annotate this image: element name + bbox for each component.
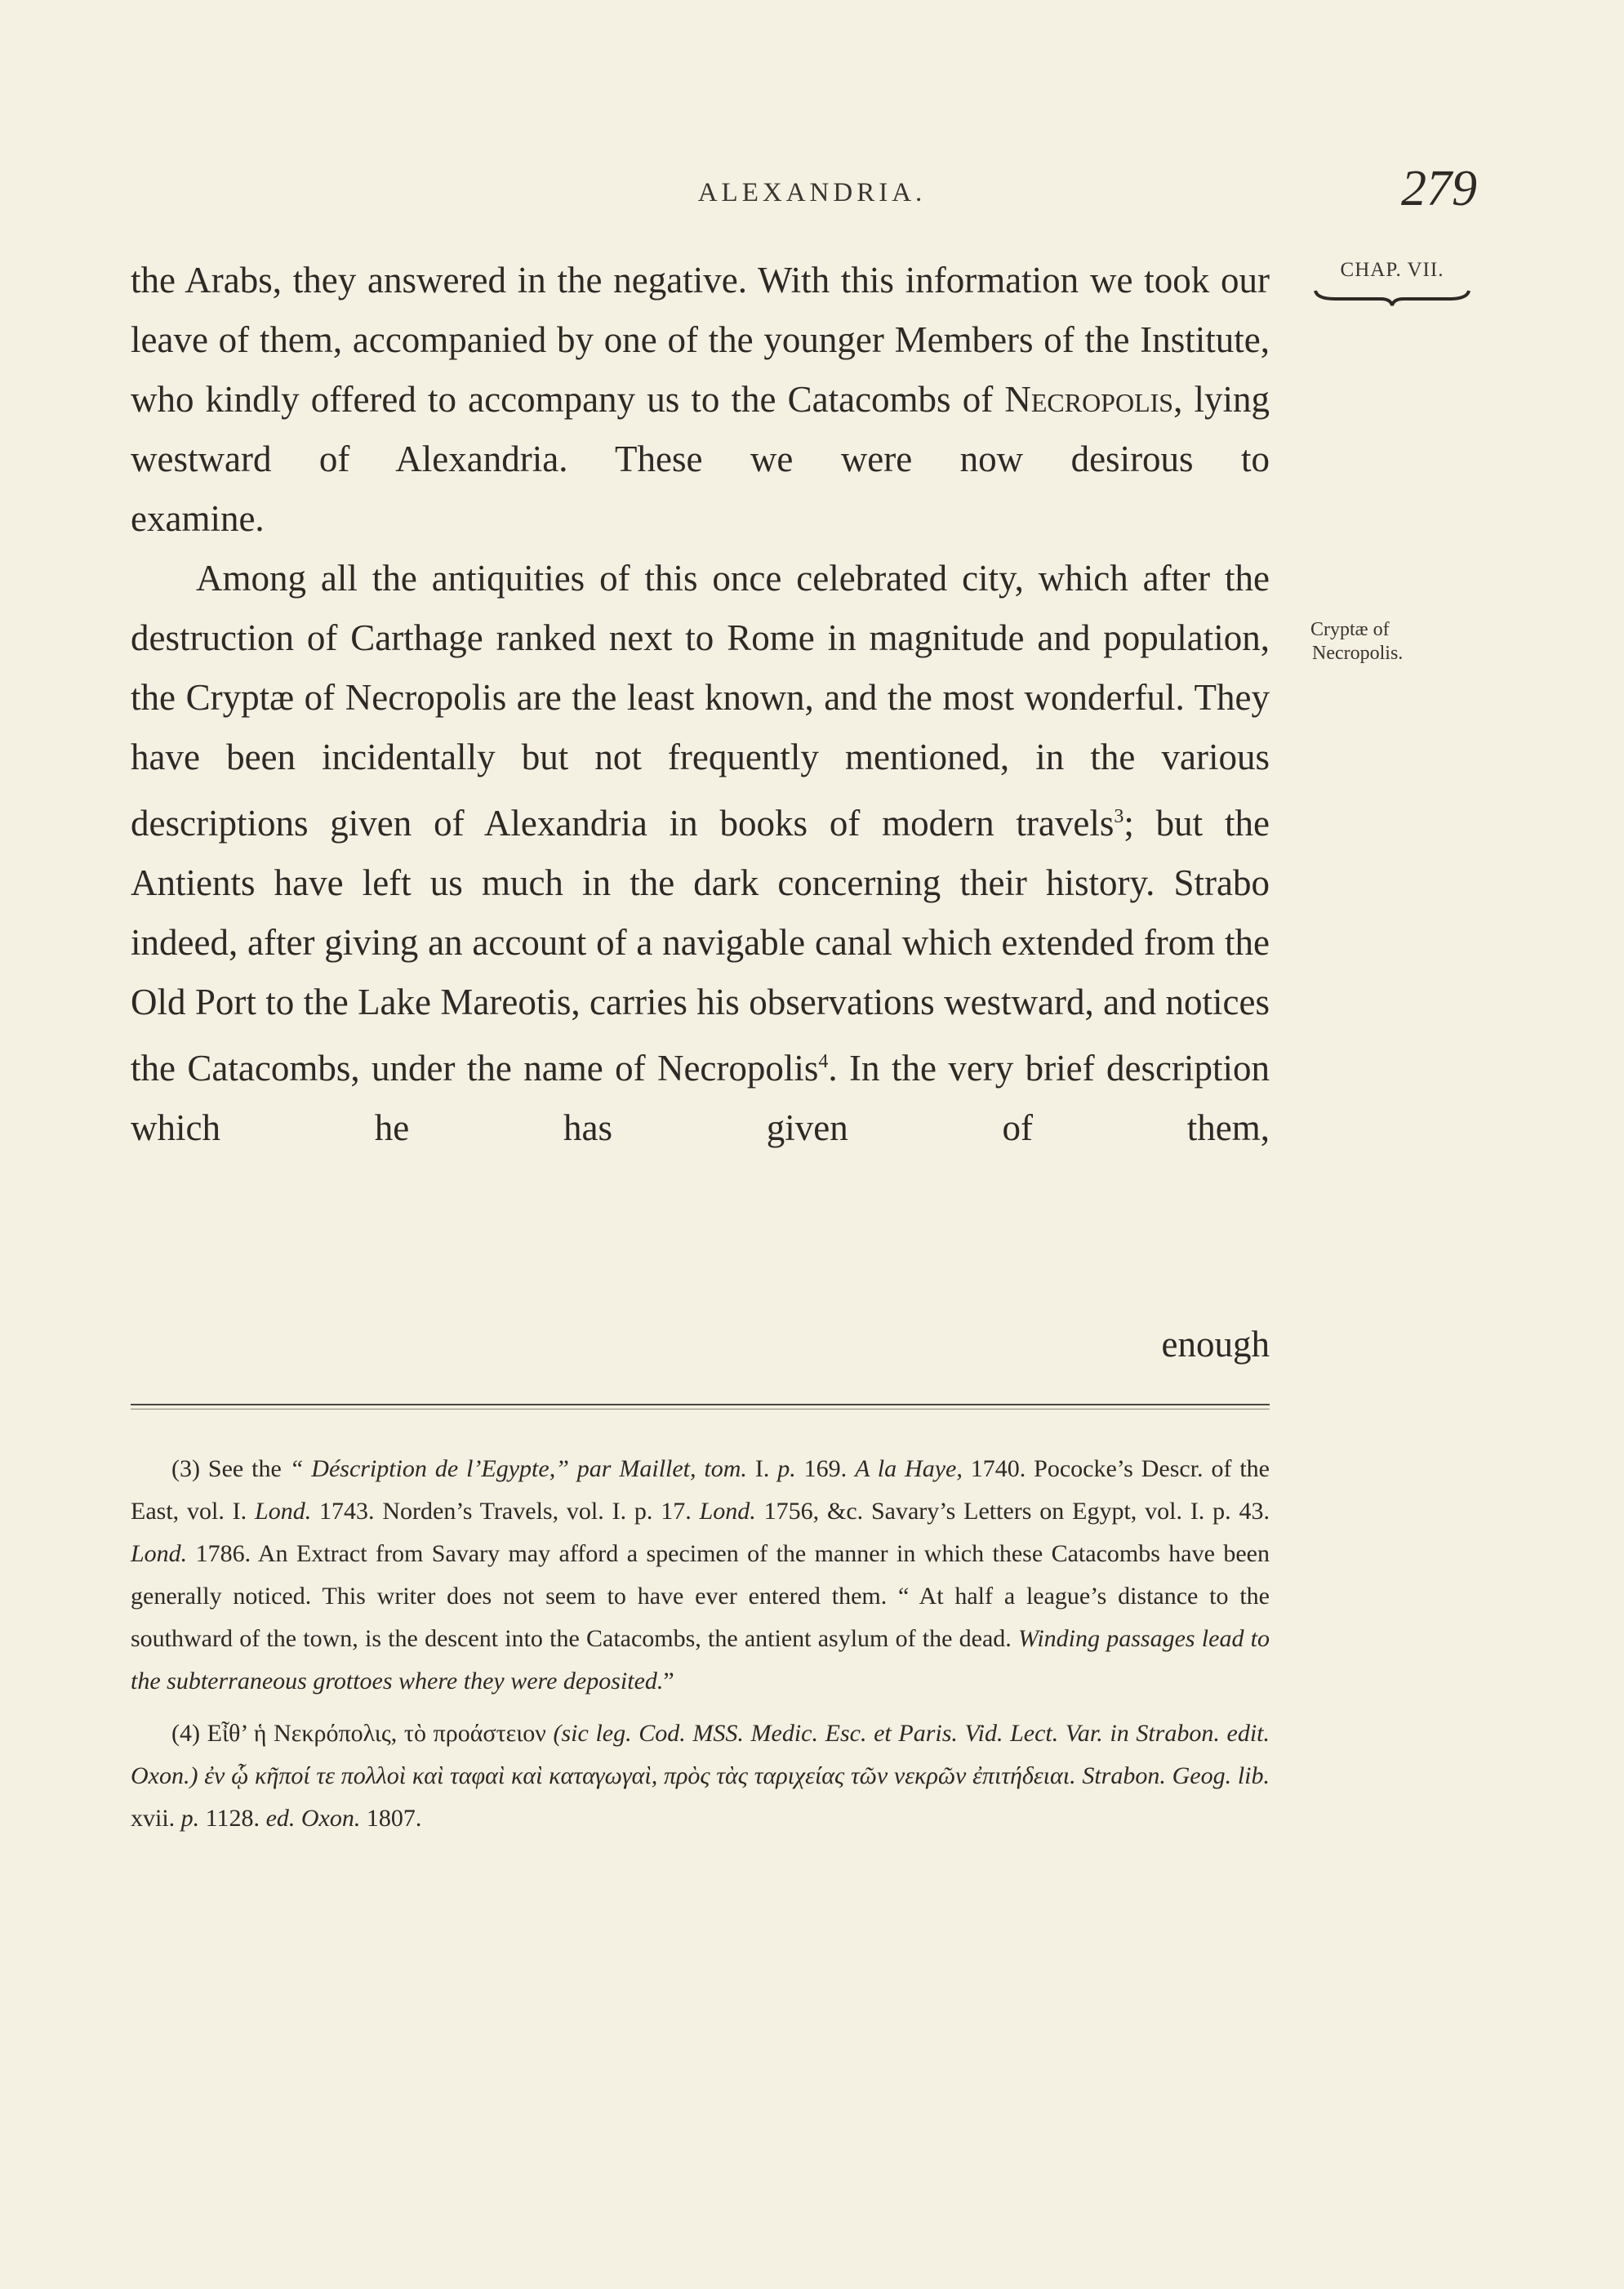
- fn3-italic: A la Haye,: [855, 1455, 963, 1482]
- para2-text-a: Among all the antiquities of this once celebrated city, which after the destruction of Carthage ranked next to Rome in magnitude and population, the Cryptæ of Necropolis are the least known, and the most wonderful. They have been incidentally but not frequently mentioned, in the various descriptions given of Alexandria in books of modern travels: [131, 558, 1270, 844]
- fn3-text: 1743. Norden’s Travels, vol. I. p. 17.: [311, 1498, 700, 1525]
- side-note-line2: Necropolis.: [1312, 643, 1404, 664]
- footnote-ref-3: 3: [1114, 806, 1124, 827]
- fn4-text: 1128.: [199, 1805, 266, 1832]
- catchword: enough: [1161, 1324, 1270, 1365]
- side-note-line1: Cryptæ of: [1310, 619, 1390, 640]
- fn4-italic: Strabon. Geog. lib.: [1082, 1762, 1270, 1789]
- footnotes: [131, 1448, 1270, 1840]
- footnote-rule: [131, 1404, 1270, 1405]
- fn4-text: xvii.: [131, 1805, 181, 1832]
- footnote-3: [131, 1448, 1270, 1703]
- fn3-italic: Lond.: [699, 1498, 756, 1525]
- fn3-text: I.: [746, 1455, 778, 1482]
- fn3-italic: p.: [777, 1455, 796, 1482]
- fn4-greek: ἐν ᾧ κῆποί τε πολλοὶ καὶ ταφαὶ καὶ καταγωγαὶ, πρὸς τὰς ταριχείας τῶν νεκρῶν ἐπιτήδειαι.: [198, 1762, 1083, 1789]
- fn3-text: ”: [663, 1668, 674, 1694]
- para1-end: examine.: [131, 498, 265, 539]
- footnote-ref-4: 4: [818, 1051, 829, 1072]
- fn3-text: 1756, &c. Savary’s Letters on Egypt, vol. I. p. 43.: [755, 1498, 1270, 1525]
- fn3-italic: Lond.: [131, 1540, 188, 1567]
- para1-text-c: , lying westward of Alexandria. These we were now desirous to: [131, 379, 1270, 479]
- fn4-italic: p.: [180, 1805, 200, 1832]
- para2-text-b: ; but the Antients have left us much in the dark concerning their history. Strabo indeed, after giving an account of a navigable canal which extended from the Old Port to the Lake Mareotis, carries his observations westward, and notices the Catacombs, under the name of Necropolis: [131, 803, 1270, 1089]
- fn3-text: 1786. An Extract from Savary may afford a specimen of the manner in which these Catacombs have been generally noticed. This writer does not seem to have ever entered them. “ At half a league’s distance to the southward of the town, is the descent into the Catacombs, the antient asylum of the dead.: [131, 1540, 1270, 1652]
- fn3-italic: Winding passages lead to the subterraneous grottoes where they were deposited.: [131, 1625, 1270, 1694]
- para2-text-c: . In the very brief description which he has given of them,: [131, 1048, 1270, 1148]
- fn3-italic: “ Déscription de l’Egypte,” par Maillet, tom.: [289, 1455, 747, 1482]
- footnote-4: [131, 1712, 1270, 1840]
- page-number: 279: [1401, 161, 1477, 216]
- paragraph-2: [131, 549, 1270, 1158]
- body-text: [131, 251, 1270, 1158]
- fn4-text: 1807.: [360, 1805, 422, 1832]
- fn3-text: (3) See the: [171, 1455, 290, 1482]
- fn3-text: 169.: [795, 1455, 856, 1482]
- fn3-text: 1740. Pococke’s Descr. of the East, vol. I.: [131, 1455, 1270, 1525]
- paragraph-1: [131, 251, 1270, 549]
- para1-text-a: the Arabs, they answered in the negative. With this information we took our leave of them, accompanied by one of the younger Members of the Institute, who kindly offered to accompany us to the Catacombs of: [131, 260, 1270, 420]
- fn3-italic: Lond.: [255, 1498, 312, 1525]
- fn4-text: (4) Εἶθ’ ἡ Νεκρόπολις, τὸ προάστειον: [171, 1720, 554, 1747]
- fn4-italic: ed. Oxon.: [265, 1805, 361, 1832]
- fn4-italic: (sic leg. Cod. MSS. Medic. Esc. et Paris. Vid. Lect. Var. in Strabon. edit. Oxon.): [131, 1720, 1270, 1789]
- brace-icon: [1310, 287, 1474, 309]
- chapter-label: CHAP. VII.: [1340, 259, 1444, 281]
- side-note: [1310, 618, 1474, 666]
- running-head: ALEXANDRIA.: [697, 178, 927, 207]
- para1-necropolis: Necropolis: [1004, 379, 1174, 420]
